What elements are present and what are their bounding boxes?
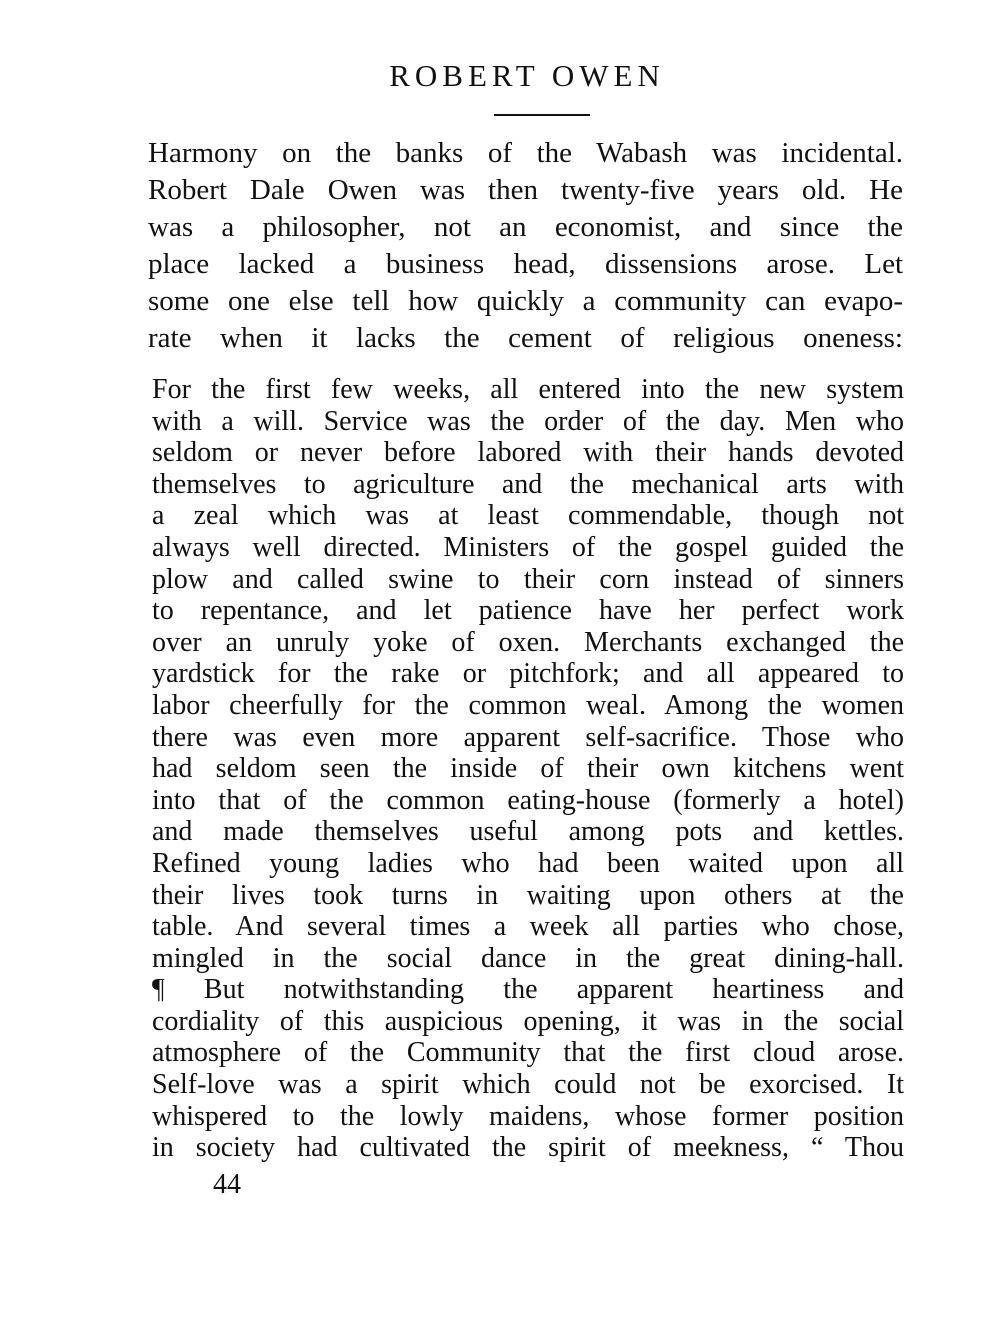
running-head: ROBERT OWEN bbox=[389, 58, 665, 93]
text-line: and made themselves useful among pots and kettles. bbox=[152, 816, 904, 848]
text-line: plow and called swine to their corn instead of sinners bbox=[152, 563, 904, 595]
text-line: rate when it lacks the cement of religious oneness: bbox=[148, 322, 903, 354]
text-line: atmosphere of the Community that the first cloud arose. bbox=[152, 1037, 904, 1069]
text-line: had seldom seen the inside of their own kitchens went bbox=[152, 753, 904, 785]
text-line: place lacked a business head, dissensions arose. Let bbox=[148, 248, 903, 280]
text-line: to repentance, and let patience have her perfect work bbox=[152, 595, 904, 627]
text-line: seldom or never before labored with their hands devoted bbox=[152, 437, 904, 469]
text-line: themselves to agriculture and the mechanical arts with bbox=[152, 468, 904, 500]
text-line: was a philosopher, not an economist, and since the bbox=[148, 211, 903, 243]
head-rule-divider bbox=[494, 114, 590, 116]
text-line: there was even more apparent self-sacrifice. Those who bbox=[152, 721, 904, 753]
text-line: cordiality of this auspicious opening, it was in the social bbox=[152, 1005, 904, 1037]
text-line: whispered to the lowly maidens, whose former position bbox=[152, 1100, 904, 1132]
lead-paragraph bbox=[148, 135, 903, 357]
text-line: Self-love was a spirit which could not be exorcised. It bbox=[152, 1069, 904, 1101]
text-line: table. And several times a week all parties who chose, bbox=[152, 911, 904, 943]
text-line: yardstick for the rake or pitchfork; and all appeared to bbox=[152, 658, 904, 690]
text-line: into that of the common eating-house (formerly a hotel) bbox=[152, 784, 904, 816]
text-line: in society had cultivated the spirit of meekness, “ Thou bbox=[152, 1132, 904, 1164]
text-line: some one else tell how quickly a community can evapo- bbox=[148, 285, 903, 317]
text-line: For the first few weeks, all entered into the new system bbox=[152, 374, 904, 405]
page-number: 44 bbox=[213, 1169, 241, 1200]
text-line: mingled in the social dance in the great dining-hall. bbox=[152, 942, 904, 974]
text-line: Harmony on the banks of the Wabash was incidental. bbox=[148, 137, 903, 169]
text-line: labor cheerfully for the common weal. Among the women bbox=[152, 689, 904, 721]
text-line: Refined young ladies who had been waited upon all bbox=[152, 847, 904, 879]
text-line: Robert Dale Owen was then twenty-five years old. He bbox=[148, 174, 903, 206]
text-line: always well directed. Ministers of the gospel guided the bbox=[152, 531, 904, 563]
text-line: ¶ But notwithstanding the apparent heartiness and bbox=[152, 974, 904, 1006]
quoted-passage bbox=[152, 374, 904, 1164]
text-line: over an unruly yoke of oxen. Merchants exchanged the bbox=[152, 626, 904, 658]
text-line: their lives took turns in waiting upon others at the bbox=[152, 879, 904, 911]
text-line: a zeal which was at least commendable, though not bbox=[152, 500, 904, 532]
text-line: with a will. Service was the order of the day. Men who bbox=[152, 405, 904, 437]
